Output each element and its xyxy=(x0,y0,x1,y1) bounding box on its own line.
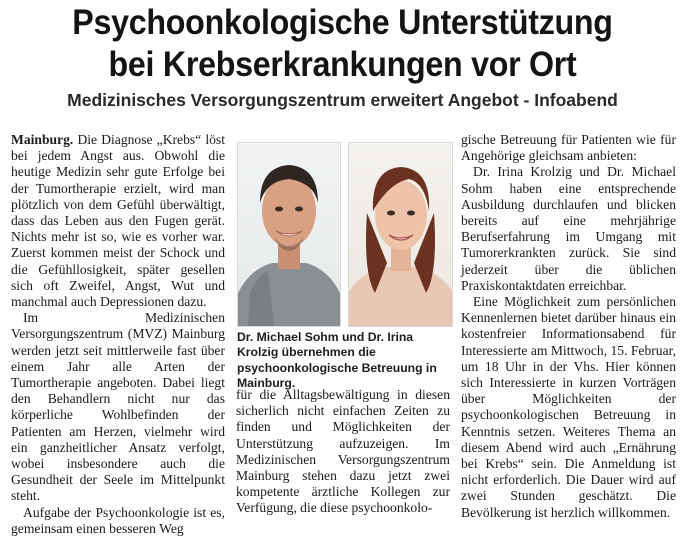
paragraph: Dr. Irina Krolzig und Dr. Michael Sohm haben eine entsprechende Ausbildung durchlaufen und blicken bereits auf eine mehrjährige Berufserfahrung im Umgang mit Tumorerkrankten zurück. Sie sind jederzeit über die üblichen Praxiskontaktdaten erreichbar. xyxy=(461,164,676,293)
text-column-2 xyxy=(236,387,450,516)
portrait-man-photo xyxy=(237,142,341,327)
headline-line-1: Psychoonkologische Unterstützung xyxy=(72,3,613,42)
text-column-1 xyxy=(11,132,225,536)
portrait-woman-photo xyxy=(348,142,453,327)
portrait-woman-image xyxy=(349,143,452,326)
photo-caption: Dr. Michael Sohm und Dr. Irina Krolzig übernehmen die psychoonkologische Betreuung in Mainburg. xyxy=(237,330,437,391)
paragraph: Im Medizinischen Versorgungszentrum (MVZ) Mainburg werden jetzt seit mittlerweile fast über einem Jahr alle Arten der Tumortherapie angeboten. Dabei liegt den Behandlern nicht nur das körperliche Wohlbefinden der Patienten am Herzen, vielmehr wird ein ganzheitlicher Ansatz verfolgt, wobei insbesondere auch die Gesundheit der Seele im Mittelpunkt steht. xyxy=(11,310,225,504)
paragraph-text: Die Diagnose „Krebs“ löst bei jedem Angst aus. Obwohl die heutige Medizin sehr gute Erfolge bei der Tumortherapie erzielt, wird man plötzlich von dem Gefühl überwältigt, dass das Leben aus den Fugen gerät. Nichts mehr ist so, wie es vorher war. Zuerst kommen meist der Schock und die Gefühllosigkeit, später gesellen sich oft Zweifel, Angst, Wut und manchmal auch Depressionen dazu. xyxy=(11,132,225,310)
dateline: Mainburg. xyxy=(11,132,74,147)
paragraph xyxy=(11,132,225,310)
headline-line-2: bei Krebserkrankungen vor Ort xyxy=(108,45,577,84)
paragraph: für die Alltagsbewältigung in diesen sicherlich nicht einfachen Zeiten zu finden und Möglichkeiten der Unterstützung aufzuzeigen. Im Medizinischen Versorgungszentrum Mainburg stehen dazu jetzt zwei kompetente ärztliche Kollegen zur Verfügung, die diese psychoonkolo- xyxy=(236,387,450,516)
portrait-man-image xyxy=(238,143,340,326)
article-headline xyxy=(35,2,650,86)
paragraph: gische Betreuung für Patienten wie für Angehörige gleichsam anbieten: xyxy=(461,132,676,164)
paragraph: Aufgabe der Psychoonkologie ist es, gemeinsam einen besseren Weg xyxy=(11,504,225,536)
text-column-3 xyxy=(461,132,677,520)
article-subheadline: Medizinisches Versorgungszentrum erweitert Angebot - Infoabend xyxy=(67,90,618,110)
paragraph: Eine Möglichkeit zum persönlichen Kennenlernen bietet darüber hinaus ein kostenfreier Informationsabend für Interessierte am Mittwoch, 15. Februar, um 18 Uhr in der Vhs. Hier können sich Interessierte in kurzen Vorträgen über Möglichkeiten der psychoonkologischen Betreuung in Kenntnis setzen. Weiteres Thema an diesem Abend wird auch „Ernährung bei Krebs“ sein. Die Anmeldung ist nicht erforderlich. Die Dauer wird auf zwei Stunden geschätzt. Die Bevölkerung ist herzlich willkommen. xyxy=(461,294,677,520)
